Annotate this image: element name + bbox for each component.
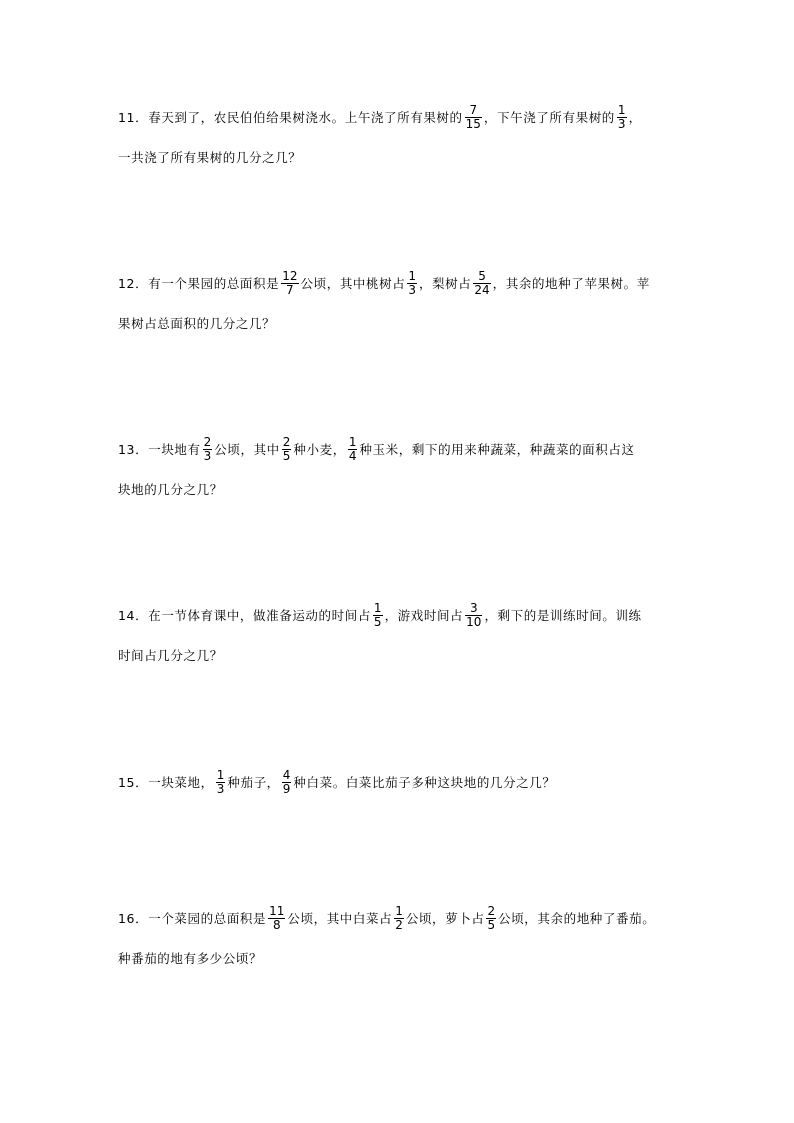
problem-text: ，	[628, 110, 642, 125]
fraction-denominator: 15	[465, 116, 481, 131]
problem-13	[118, 434, 678, 504]
problem-line-2: 一共浇了所有果树的几分之几？	[118, 150, 302, 165]
problem-line-1	[118, 268, 678, 298]
problem-number: 16．	[118, 911, 149, 926]
fraction-denominator: 5	[373, 614, 382, 629]
problem-line-1	[118, 767, 678, 797]
fraction	[617, 104, 627, 131]
fraction-denominator: 3	[408, 282, 416, 297]
fraction-denominator: 5	[487, 917, 496, 932]
fraction	[282, 769, 292, 796]
fraction-denominator: 2	[395, 917, 403, 932]
fraction-denominator: 4	[348, 448, 357, 463]
problem-14	[118, 600, 678, 670]
fraction	[394, 905, 404, 932]
fraction-denominator: 3	[216, 781, 225, 796]
problem-text: ，剩下的是训练时间。训练	[484, 608, 642, 623]
problem-text: 公顷，其中	[214, 442, 280, 457]
problem-number: 15．	[118, 775, 149, 790]
problem-text: 种茄子，	[227, 775, 280, 790]
fraction-denominator: 3	[203, 448, 212, 463]
fraction-denominator: 3	[617, 116, 626, 131]
fraction-numerator: 1	[617, 102, 626, 117]
fraction	[348, 436, 358, 463]
problem-text: 种白菜。白菜比茄子多种这块地的几分之几？	[293, 775, 556, 790]
fraction-denominator: 5	[282, 448, 291, 463]
problem-text: 一块地有	[148, 442, 201, 457]
problem-12	[118, 268, 678, 338]
problem-line-2: 种番茄的地有多少公顷？	[118, 951, 263, 966]
fraction-numerator: 7	[469, 102, 478, 117]
problem-number: 11．	[118, 110, 149, 125]
problem-15	[118, 767, 678, 797]
fraction-numerator: 2	[487, 903, 496, 918]
problem-text: ，梨树占	[418, 276, 472, 291]
fraction	[473, 270, 490, 297]
fraction-denominator: 24	[474, 282, 490, 297]
problem-number: 12．	[118, 276, 149, 291]
problem-text: 一块菜地，	[148, 775, 214, 790]
fraction-denominator: 9	[282, 781, 291, 796]
problem-11	[118, 102, 678, 172]
fraction	[486, 905, 496, 932]
problem-text: ，游戏时间占	[384, 608, 464, 623]
problem-text: 公顷，萝卜占	[405, 911, 485, 926]
problem-text: 春天到了，农民伯伯给果树浇水。上午浇了所有果树的	[148, 110, 463, 125]
fraction	[216, 769, 226, 796]
problem-text: ，下午浇了所有果树的	[483, 110, 615, 125]
problem-text: ，其余的地种了苹果树。苹	[492, 276, 650, 291]
problem-line-1	[118, 434, 678, 464]
problem-text: 在一节体育课中，做准备运动的时间占	[148, 608, 371, 623]
fraction-numerator: 1	[216, 767, 225, 782]
problem-line-2: 果树占总面积的几分之几？	[118, 316, 276, 331]
fraction	[282, 436, 292, 463]
problem-line-2: 时间占几分之几？	[118, 648, 223, 663]
problem-text: 种玉米，剩下的用来种蔬菜，种蔬菜的面积占这	[359, 442, 635, 457]
problem-text: 公顷，其中白菜占	[287, 911, 393, 926]
fraction-denominator: 8	[272, 917, 281, 932]
fraction	[373, 602, 383, 629]
fraction-denominator: 10	[466, 614, 482, 629]
fraction	[407, 270, 417, 297]
problem-text: 一个菜园的总面积是	[148, 911, 267, 926]
fraction-numerator: 2	[203, 434, 212, 449]
problem-line-1	[118, 903, 678, 933]
problem-text: 公顷，其中桃树占	[300, 276, 406, 291]
fraction	[465, 104, 482, 131]
fraction-numerator: 1	[395, 903, 403, 918]
fraction-numerator: 2	[282, 434, 291, 449]
problem-text: 公顷，其余的地种了番茄。	[498, 911, 656, 926]
fraction-numerator: 1	[348, 434, 357, 449]
fraction	[203, 436, 213, 463]
problem-text: 有一个果园的总面积是	[148, 276, 280, 291]
fraction-numerator: 4	[282, 767, 291, 782]
problem-line-1	[118, 600, 678, 630]
fraction-numerator: 11	[269, 903, 285, 918]
fraction-numerator: 3	[469, 600, 478, 615]
fraction-numerator: 5	[478, 268, 486, 283]
problem-line-2: 块地的几分之几？	[118, 482, 223, 497]
problem-text: 种小麦，	[293, 442, 346, 457]
problem-line-1	[118, 102, 678, 132]
fraction-numerator: 12	[282, 268, 298, 283]
problem-number: 14．	[118, 608, 149, 623]
fraction	[465, 602, 482, 629]
fraction	[268, 905, 285, 932]
problem-number: 13．	[118, 442, 149, 457]
fraction-numerator: 1	[408, 268, 416, 283]
fraction	[281, 270, 298, 297]
fraction-denominator: 7	[286, 282, 294, 297]
problem-16	[118, 903, 678, 973]
fraction-numerator: 1	[373, 600, 382, 615]
